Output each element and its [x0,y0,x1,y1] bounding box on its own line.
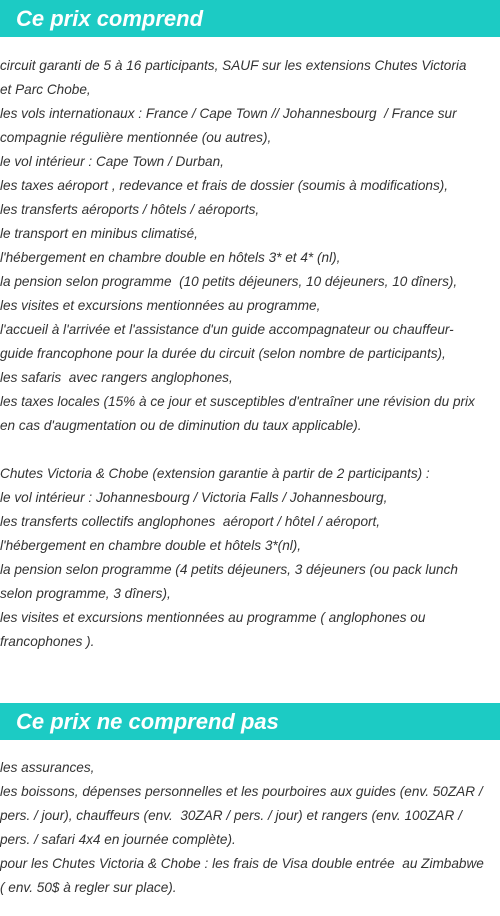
text-line: ( env. 50$ à regler sur place). [0,880,177,895]
text-line: les taxes locales (15% à ce jour et susceptibles d'entraîner une révision du prix [0,394,475,409]
text-line: Chutes Victoria & Chobe (extension garantie à partir de 2 participants) : [0,466,430,481]
text-line: selon programme, 3 dîners), [0,586,171,601]
text-line: les boissons, dépenses personnelles et les pourboires aux guides (env. 50ZAR / [0,784,483,799]
text-line: francophones ). [0,634,95,649]
text-line: pers. / jour), chauffeurs (env. 30ZAR / pers. / jour) et rangers (env. 100ZAR / [0,808,462,823]
text-line: la pension selon programme (10 petits déjeuners, 10 déjeuners, 10 dîners), [0,274,458,289]
extension-list [0,462,500,654]
text-line: les visites et excursions mentionnées au programme ( anglophones ou [0,610,426,625]
text-line: les visites et excursions mentionnées au programme, [0,298,321,313]
text-line: les vols internationaux : France / Cape Town // Johannesbourg / France sur [0,106,457,121]
text-line: les transferts collectifs anglophones aéroport / hôtel / aéroport, [0,514,381,529]
text-line: l'accueil à l'arrivée et l'assistance d'un guide accompagnateur ou chauffeur- [0,322,454,337]
text-line: le vol intérieur : Johannesbourg / Victoria Falls / Johannesbourg, [0,490,388,505]
text-line: les taxes aéroport , redevance et frais de dossier (soumis à modifications), [0,178,449,193]
text-line: l'hébergement en chambre double en hôtels 3* et 4* (nl), [0,250,341,265]
text-line: les safaris avec rangers anglophones, [0,370,233,385]
text-line: la pension selon programme (4 petits déjeuners, 3 déjeuners (ou pack lunch [0,562,458,577]
text-line: pers. / safari 4x4 en journée complète). [0,832,236,847]
text-line: en cas d'augmentation ou de diminution du taux applicable). [0,418,362,433]
text-line: circuit garanti de 5 à 16 participants, SAUF sur les extensions Chutes Victoria [0,58,467,73]
text-line: pour les Chutes Victoria & Chobe : les frais de Visa double entrée au Zimbabwe [0,856,484,871]
text-line: les transferts aéroports / hôtels / aéroports, [0,202,260,217]
text-line: compagnie régulière mentionnée (ou autres), [0,130,272,145]
text-line: les assurances, [0,760,95,775]
text-line: guide francophone pour la durée du circuit (selon nombre de participants), [0,346,446,361]
text-line: le transport en minibus climatisé, [0,226,198,241]
text-line: le vol intérieur : Cape Town / Durban, [0,154,224,169]
section-header-included: Ce prix comprend [0,0,500,37]
included-list [0,54,500,438]
text-line: et Parc Chobe, [0,82,91,97]
section-header-not-included: Ce prix ne comprend pas [0,703,500,740]
not-included-list [0,756,500,900]
text-line: l'hébergement en chambre double et hôtels 3*(nl), [0,538,302,553]
